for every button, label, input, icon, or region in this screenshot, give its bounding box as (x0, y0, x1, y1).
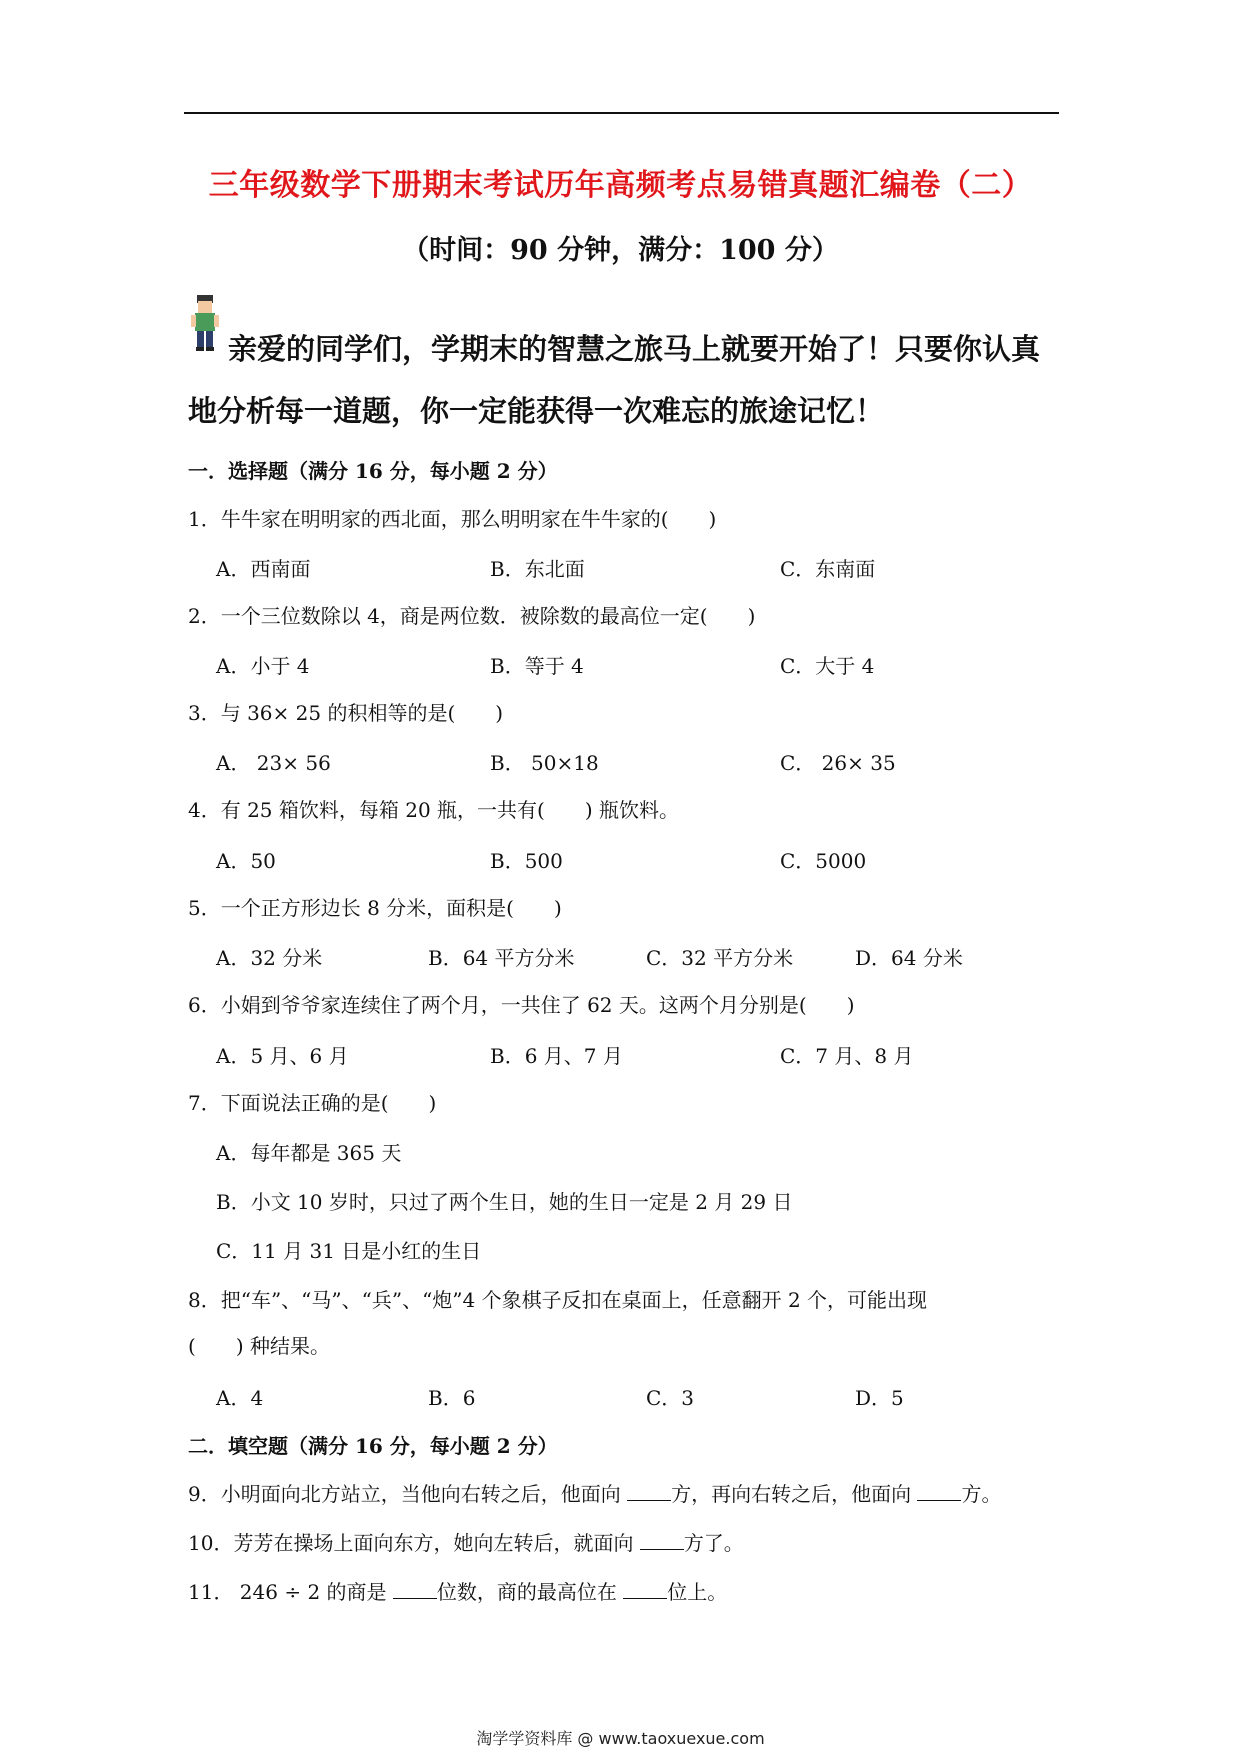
q6-option-c: C．7 月、8 月 (780, 1044, 914, 1068)
q4-option-b: B．500 (490, 849, 563, 873)
question-5 (188, 892, 562, 921)
question-2-stem: 2．一个三位数除以 4，商是两位数．被除数的最高位一定( (188, 604, 708, 628)
question-7 (188, 1087, 436, 1116)
q4-option-a: A．50 (216, 849, 276, 873)
q5-option-b: B．64 平方分米 (428, 946, 575, 970)
paren-close: ) (553, 896, 562, 920)
q8-option-a: A．4 (216, 1386, 264, 1410)
paren-close: ) (846, 993, 855, 1017)
q5-option-c: C．32 平方分米 (646, 946, 794, 970)
footer-watermark: 淘学学资料库 @ www.taoxuexue.com (476, 1729, 765, 1748)
question-4 (188, 794, 679, 823)
question-11 (188, 1576, 727, 1605)
question-1 (188, 503, 716, 532)
question-4-stem: 4．有 25 箱饮料，每箱 20 瓶，一共有( (188, 798, 545, 822)
intro-paragraph (188, 318, 1068, 442)
q11-text-1: 11． 246 ÷ 2 的商是 (188, 1580, 393, 1604)
q2-option-b: B．等于 4 (490, 654, 584, 678)
question-2 (188, 600, 755, 629)
q2-option-c: C．大于 4 (780, 654, 875, 678)
q6-option-a: A．5 月、6 月 (216, 1044, 349, 1068)
q9-text-2: 方，再向右转之后，他面向 (671, 1482, 918, 1506)
q1-option-a: A．西南面 (216, 557, 311, 581)
paren-close: ) 种结果。 (235, 1334, 330, 1358)
answer-blank (623, 1580, 667, 1599)
question-1-stem: 1．牛牛家在明明家的西北面，那么明明家在牛牛家的( (188, 507, 669, 531)
paren-open: ( (188, 1334, 196, 1358)
question-8-line-2 (188, 1330, 330, 1359)
question-7-stem: 7．下面说法正确的是( (188, 1091, 389, 1115)
paren-close: ) (495, 701, 504, 725)
q11-text-3: 位上。 (667, 1580, 728, 1604)
q10-text-1: 10．芳芳在操场上面向东方，她向左转后，就面向 (188, 1531, 640, 1555)
q9-text-1: 9．小明面向北方站立，当他向右转之后，他面向 (188, 1482, 628, 1506)
page-subtitle: （时间：90 分钟，满分：100 分） (402, 235, 839, 266)
top-rule (184, 112, 1059, 114)
page-title: 三年级数学下册期末考试历年高频考点易错真题汇编卷（二） (208, 168, 1033, 203)
q8-option-b: B．6 (428, 1386, 476, 1410)
question-6 (188, 989, 855, 1018)
section-heading-choice: 一．选择题（满分 16 分，每小题 2 分） (188, 459, 558, 483)
answer-blank (917, 1482, 961, 1501)
question-6-stem: 6．小娟到爷爷家连续住了两个月，一共住了 62 天。这两个月分别是( (188, 993, 807, 1017)
paren-close: ) (747, 604, 756, 628)
q3-option-c: C． 26× 35 (780, 751, 896, 775)
q2-option-a: A．小于 4 (216, 654, 310, 678)
paren-close: ) (708, 507, 717, 531)
q8-option-d: D．5 (855, 1386, 904, 1410)
q7-option-c: C．11 月 31 日是小红的生日 (216, 1239, 482, 1263)
paren-close: ) (428, 1091, 437, 1115)
answer-blank (627, 1482, 671, 1501)
question-9 (188, 1478, 1001, 1507)
section-heading-fill: 二．填空题（满分 16 分，每小题 2 分） (188, 1434, 558, 1458)
q1-option-c: C．东南面 (780, 557, 876, 581)
paren-close: ) 瓶饮料。 (584, 798, 680, 822)
question-8: 8．把“车”、“马”、“兵”、“炮”4 个象棋子反扣在桌面上，任意翻开 2 个，可能出现 (188, 1288, 928, 1312)
q3-option-b: B． 50×18 (490, 751, 599, 775)
q7-option-b: B．小文 10 岁时，只过了两个生日，她的生日一定是 2 月 29 日 (216, 1190, 793, 1214)
q3-option-a: A． 23× 56 (216, 751, 331, 775)
q7-option-a: A．每年都是 365 天 (216, 1141, 402, 1165)
q5-option-d: D．64 分米 (855, 946, 963, 970)
question-10 (188, 1527, 744, 1556)
question-3-stem: 3．与 36× 25 的积相等的是( (188, 701, 456, 725)
q1-option-b: B．东北面 (490, 557, 585, 581)
answer-blank (640, 1531, 684, 1550)
q10-text-2: 方了。 (683, 1531, 744, 1555)
intro-line-1: 亲爱的同学们，学期末的智慧之旅马上就要开始了！只要你认真 (228, 332, 1041, 366)
question-3 (188, 697, 503, 726)
q5-option-a: A．32 分米 (216, 946, 323, 970)
q8-option-c: C．3 (646, 1386, 695, 1410)
q4-option-c: C．5000 (780, 849, 867, 873)
q11-text-2: 位数，商的最高位在 (436, 1580, 624, 1604)
intro-line-2: 地分析每一道题，你一定能获得一次难忘的旅途记忆！ (188, 394, 885, 428)
question-5-stem: 5．一个正方形边长 8 分米，面积是( (188, 896, 514, 920)
answer-blank (393, 1580, 437, 1599)
q9-text-3: 方。 (961, 1482, 1002, 1506)
q6-option-b: B．6 月、7 月 (490, 1044, 623, 1068)
